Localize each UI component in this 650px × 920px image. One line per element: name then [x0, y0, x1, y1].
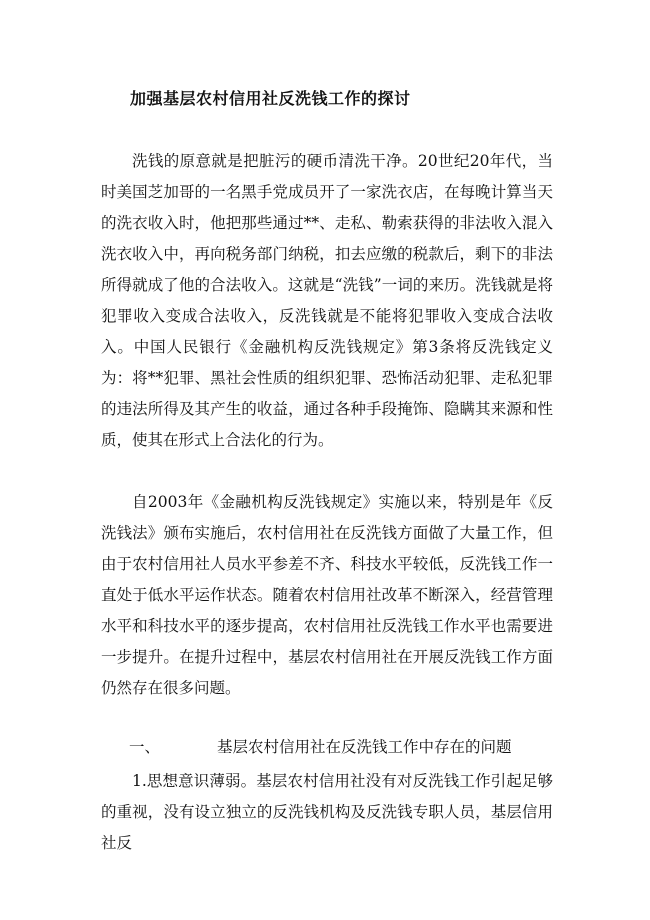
document-title: 加强基层农村信用社反洗钱工作的探讨	[130, 89, 411, 108]
intro-paragraph-block	[101, 146, 553, 456]
section-heading-text: 基层农村信用社在反洗钱工作中存在的问题	[217, 738, 512, 756]
paragraph-money-laundering-origin: 洗钱的原意就是把脏污的硬币清洗干净。20世纪20年代，当时美国芝加哥的一名黑手党成员开了一家洗衣店，在每晚计算当天的洗衣收入时，他把那些通过**、走私、勒索获得的非法收入混入洗衣收入中，再向税务部门纳税，扣去应缴的税款后，剩下的非法所得就成了他的合法收入。这就是“洗钱”一词的来历。洗钱就是将犯罪收入变成合法收入，反洗钱就是不能将犯罪收入变成合法收入。中国人民银行《金融机构反洗钱规定》第3条将反洗钱定义为：将**犯罪、黑社会性质的组织犯罪、恐怖活动犯罪、走私犯罪的违法所得及其产生的收益，通过各种手段掩饰、隐瞒其来源和性质，使其在形式上合法化的行为。	[101, 152, 553, 449]
point-paragraph-block	[101, 766, 553, 859]
section-number: 一、	[129, 738, 161, 756]
second-paragraph-block	[101, 487, 553, 704]
paragraph-rural-credit-status: 自2003年《金融机构反洗钱规定》实施以来，特别是年《反洗钱法》颁布实施后，农村信用社在反洗钱方面做了大量工作，但由于农村信用社人员水平参差不齐、科技水平较低，反洗钱工作一直处于低水平运作状态。随着农村信用社改革不断深入，经营管理水平和科技水平的逐步提高，农村信用社反洗钱工作水平也需要进一步提升。在提升过程中，基层农村信用社在开展反洗钱工作方面仍然存在很多问题。	[101, 493, 553, 697]
paragraph-awareness-weak: 1.思想意识薄弱。基层农村信用社没有对反洗钱工作引起足够的重视，没有设立独立的反洗钱机构及反洗钱专职人员，基层信用社反	[101, 772, 553, 852]
section-heading	[129, 735, 512, 757]
